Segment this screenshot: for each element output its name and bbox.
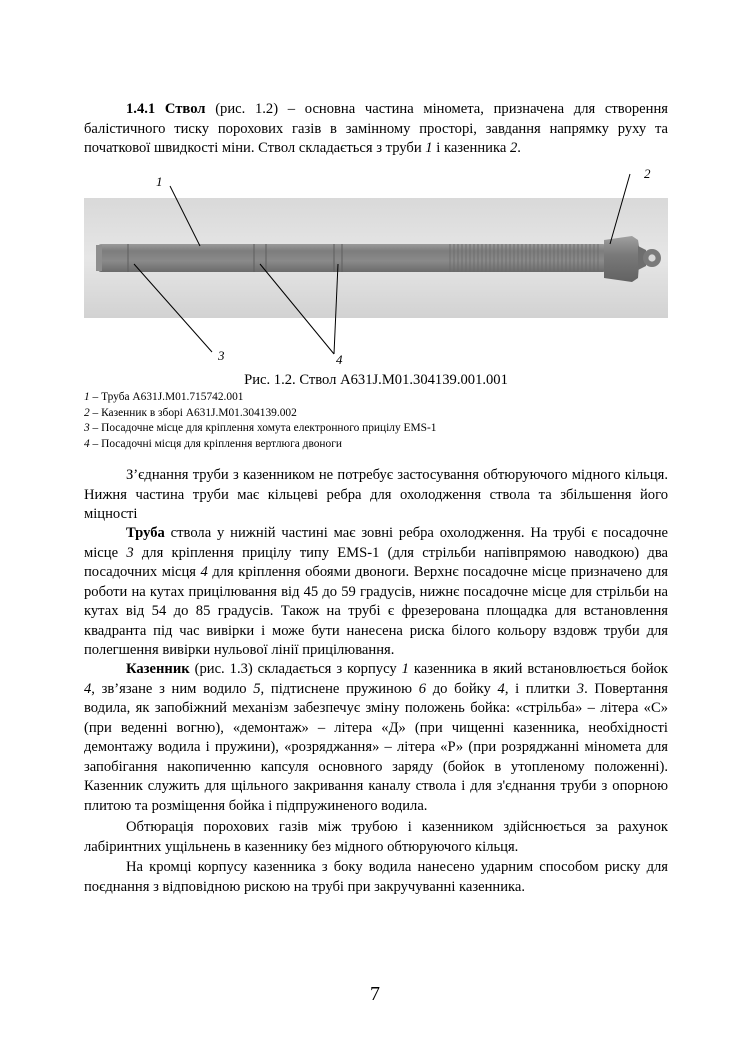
callout-2: 2: [644, 166, 651, 181]
breech-eye-hole: [648, 254, 655, 261]
figure-legend: [84, 390, 668, 452]
breech-body: [604, 236, 640, 282]
barrel-muzzle: [96, 245, 102, 271]
legend-item: 4 – Посадочні місця для кріплення вертлюга двоноги: [84, 437, 342, 450]
section-paragraph: 1.4.1 Ствол (рис. 1.2) – основна частина міномета, призначена для створення балістичного тиску порохових газів в замінному просторі, завдання напрямку руху та початкової швидкості міни. Ствол складається з труби 1 і казенника 2.: [84, 101, 668, 156]
page-number: 7: [370, 983, 380, 1005]
barrel-figure: [84, 160, 668, 370]
paragraph-obturation: Обтюрація порохових газів між трубою і казенником здійснюється за рахунок лабіринтних ущільнень в казеннику без мідного обтюруючого кільця.: [84, 819, 668, 855]
legend-item: 1 – Труба А631J.М01.715742.001: [84, 391, 244, 403]
paragraph-breech: Казенник (рис. 1.3) складається з корпусу 1 казенника в який встановлюється бойок 4, зв’язане з ним водило 5, підтиснене пружиною 6 до бойку 4, і плитки 3. Повертання водила, як запобіжний механізм забезпечує зміну положень бойка: «стрільба» – літера «С» (при веденні вогню), «демонтаж» – літера «Д» (при чищенні казенника, необхідності демонтажу водила і пружини), «розряджання» – літера «Р» (при розряджанні міномета для запобігання накопиченню капсуля основного заряду (бойок в утопленому положенні). Казенник служить для щільного закривання каналу ствола і для з'єднання труби з опорною плитою та розміщення бойка і підпружиненого водила.: [84, 661, 668, 814]
callout-1: 1: [156, 174, 163, 189]
paragraph-connection: З’єднання труби з казенником не потребує застосування обтюруючого мідного кільця. Нижня частина труби має кільцеві ребра для охолодження ствола та збільшення його міцності: [84, 467, 668, 522]
legend-item: 2 – Казенник в зборі А631J.М01.304139.002: [84, 406, 297, 419]
legend-item: 3 – Посадочне місце для кріплення хомута електронного прицілу EMS-1: [84, 422, 437, 435]
callout-3: 3: [218, 348, 225, 363]
paragraph-marking: На кромці корпусу казенника з боку водила нанесено ударним способом риску для поєднання з відповідною рискою на трубі при закручуванні казенника.: [84, 859, 668, 895]
paragraph-tube: Труба ствола у нижній частині має зовні ребра охолодження. На трубі є посадочне місце 3 для кріплення прицілу типу EMS-1 (для стрільби напівпрямою наводкою) два посадочних місця 4 для кріплення обоями двоноги. Верхнє посадочне місце призначено для роботи на кутах прицілювання від 45 до 59 градусів, нижнє посадочне місце для стрільби на кутах від 54 до 85 градусів. Також на трубі є фрезерована площадка для встановлення квадранта під час вивірки і може бути нанесена риска білого кольору вздовж труби для полегшення вивірки нульової лінії прицілювання.: [84, 525, 669, 658]
section-heading: 1.4.1 Ствол: [126, 101, 206, 117]
figure-caption: Рис. 1.2. Ствол А631J.М01.304139.001.001: [244, 372, 508, 388]
callout-4: 4: [336, 352, 343, 367]
